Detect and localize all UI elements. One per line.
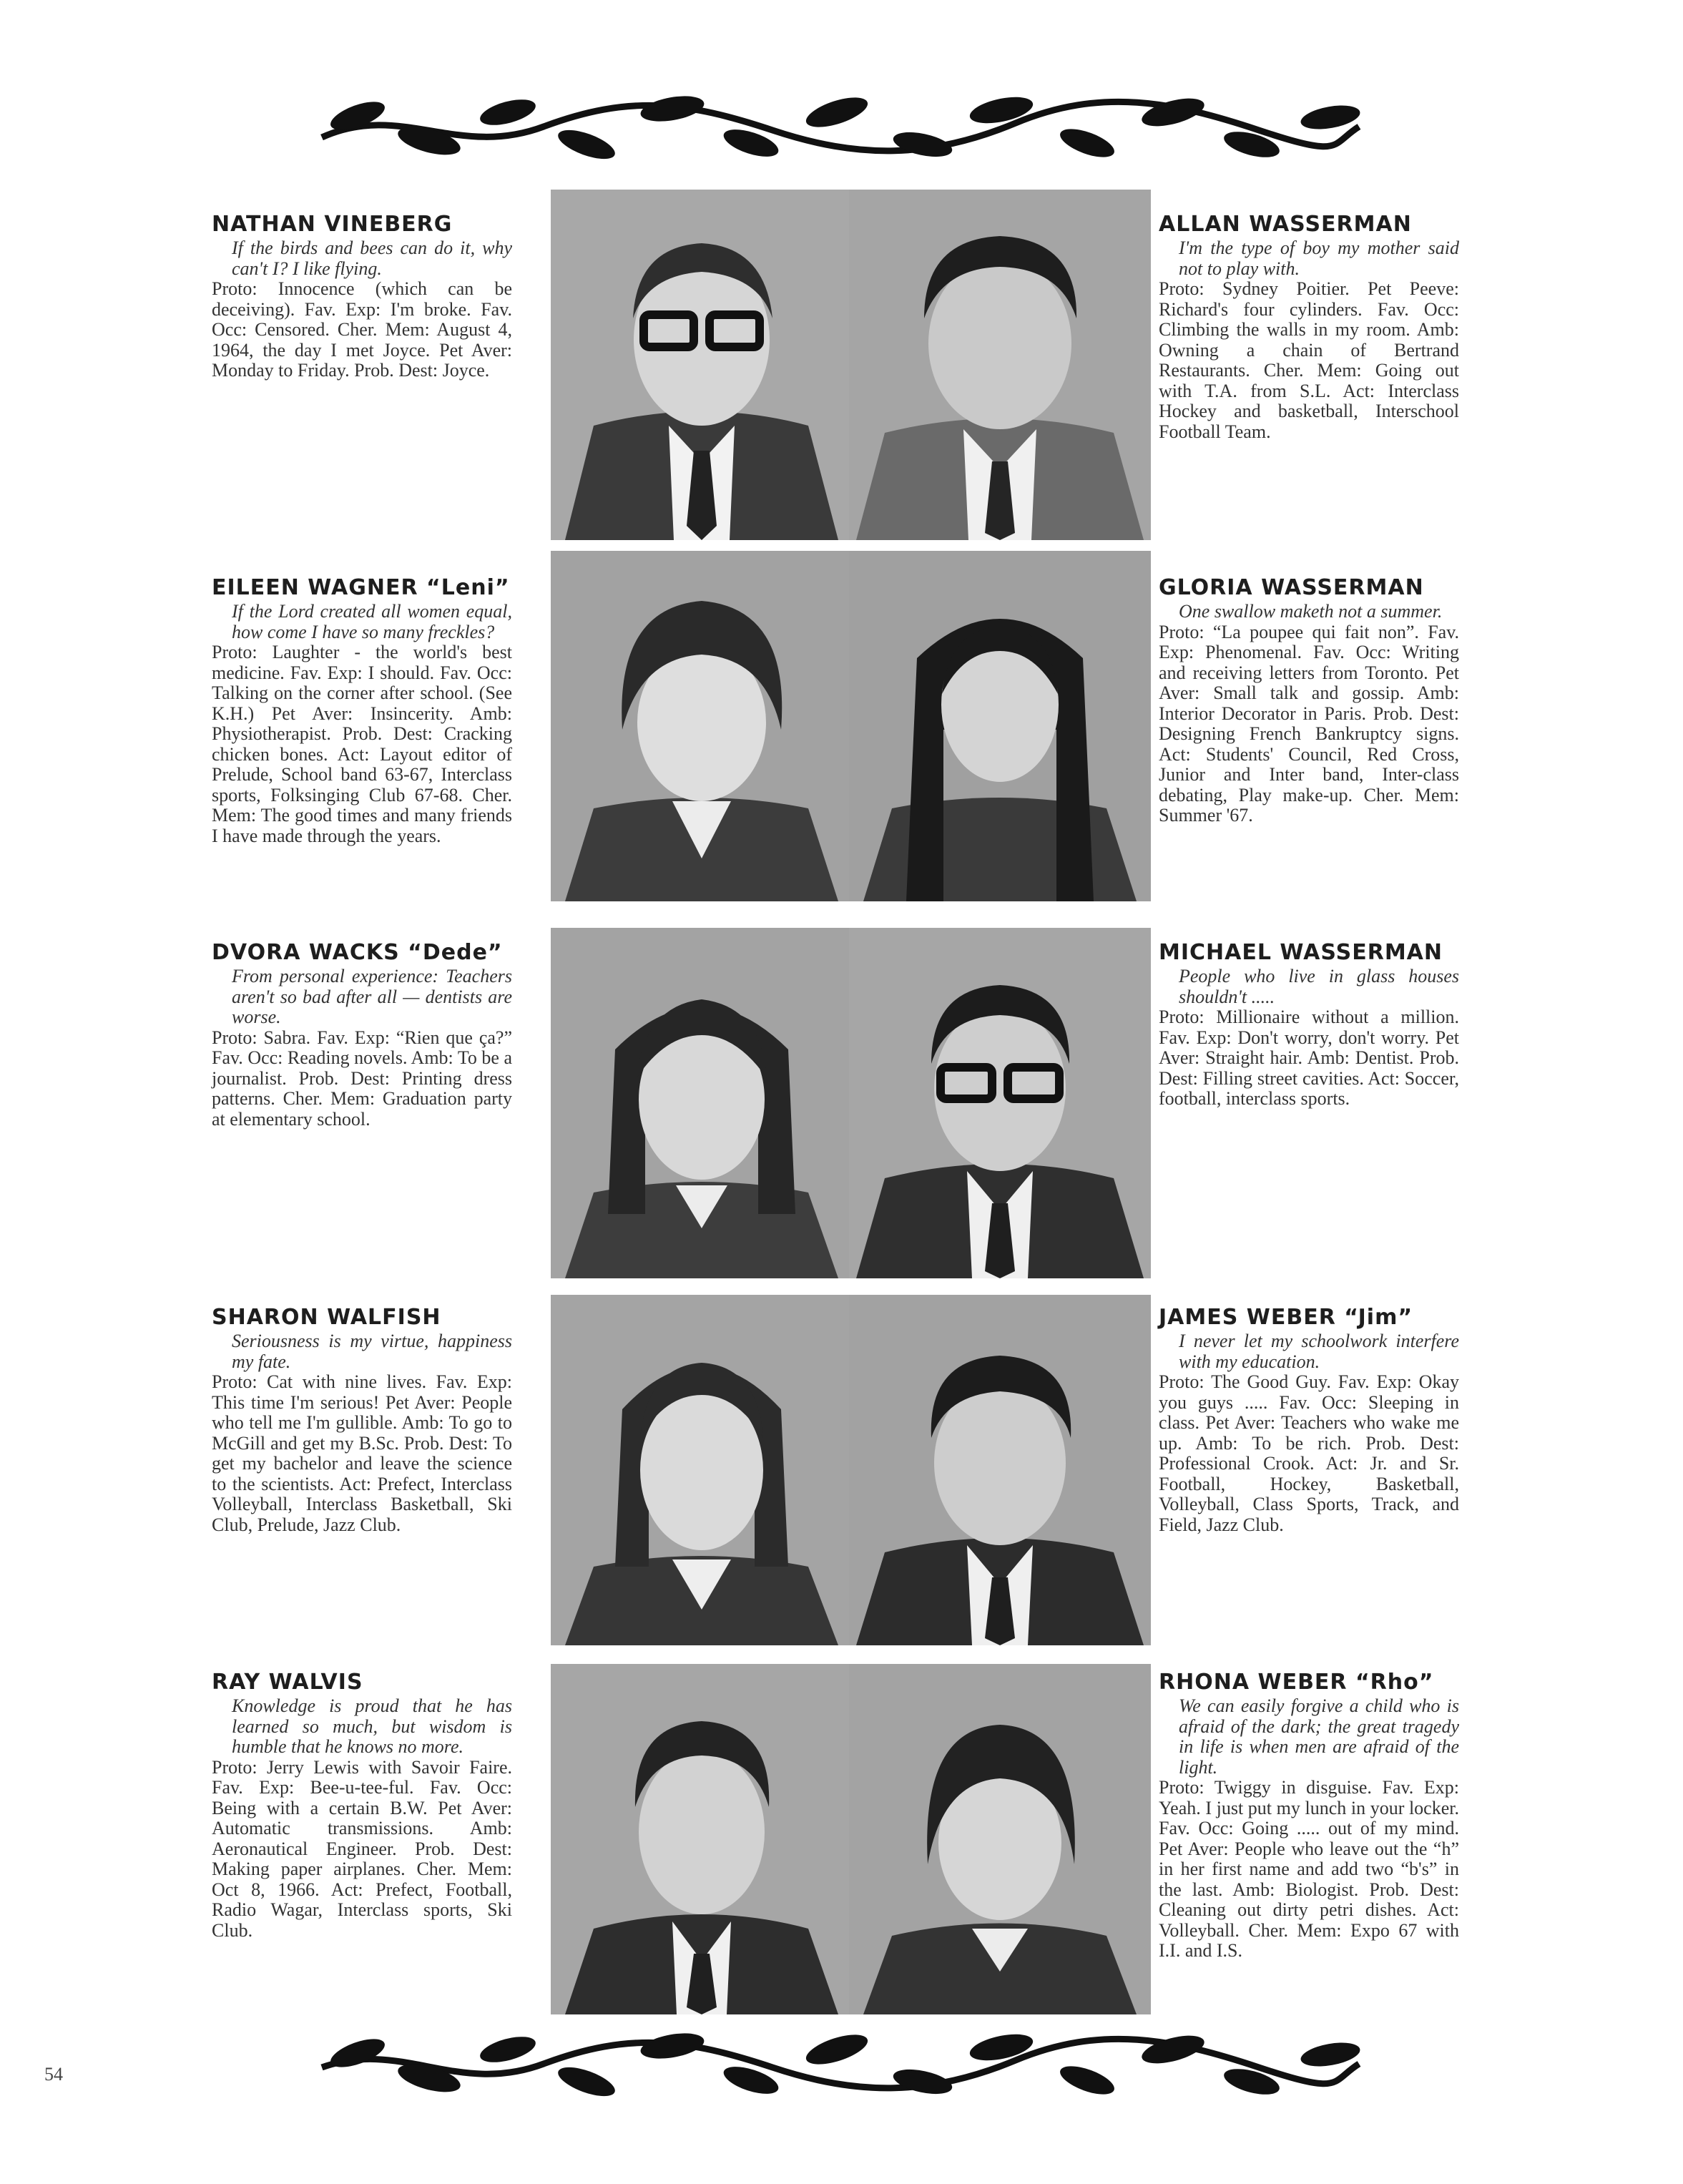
student-details: Proto: Millionaire without a million. Fav. Exp: Don't worry, don't worry. Pet Aver: Straight hair. Amb: Dentist. Prob. Dest: Filling street cavities. Act: Soccer, football, interclass sports. bbox=[1159, 1007, 1459, 1109]
portrait-photo-walvis bbox=[551, 1664, 853, 2014]
student-name: JAMES WEBER “Jim” bbox=[1159, 1305, 1413, 1330]
portrait-photo-wacks bbox=[551, 928, 853, 1278]
student-name: EILEEN WAGNER “Leni” bbox=[212, 575, 510, 600]
student-name: SHARON WALFISH bbox=[212, 1305, 441, 1330]
student-entry-michael-wasserman bbox=[1159, 940, 1459, 1110]
student-details: Proto: Laughter - the world's best medicine. Fav. Exp: I should. Fav. Occ: Talking on the corner after school. (See K.H.) Pet Aver: Insincerity. Amb: Physiotherapist. Prob. Dest: Cracking chicken bones. Act: Layout editor of Prelude, School band 63-67, Interclass sports, Folksinging Club 67-68. Cher. Mem: The good times and many friends I have made through the years. bbox=[212, 642, 512, 846]
portrait-photo-rhona-weber bbox=[849, 1664, 1151, 2014]
student-entry-gloria-wasserman bbox=[1159, 575, 1459, 826]
portrait-photo-vineberg bbox=[551, 190, 853, 540]
student-details: Proto: “La poupee qui fait non”. Fav. Exp: Phenomenal. Fav. Occ: Writing and receiving letters from Toronto. Pet Aver: Small talk and gossip. Amb: Interior Decorator in Paris. Prob. Dest: Designing French Bankruptcy signs. Act: Students' Council, Red Cross, Junior and Inter band, Inter-class debating, Play make-up. Cher. Mem: Summer '67. bbox=[1159, 621, 1459, 826]
student-name: GLORIA WASSERMAN bbox=[1159, 575, 1424, 600]
student-name: RHONA WEBER “Rho” bbox=[1159, 1670, 1434, 1695]
student-details: Proto: Jerry Lewis with Savoir Faire. Fav. Exp: Bee-u-tee-ful. Fav. Occ: Being with a certain B.W. Pet Aver: Automatic transmissions. Amb: Aeronautical Engineer. Prob. Dest: Making paper airplanes. Cher. Mem: Oct 8, 1966. Act: Prefect, Football, Radio Wagar, Interclass sports, Ski Club. bbox=[212, 1756, 512, 1941]
portrait-photo-michael-wasserman bbox=[849, 928, 1151, 1278]
student-quote: One swallow maketh not a summer. bbox=[1179, 601, 1443, 622]
student-entry-walfish bbox=[212, 1305, 512, 1535]
student-entry-rhona-weber bbox=[1159, 1670, 1459, 1962]
portrait-photo-allan-wasserman bbox=[849, 190, 1151, 540]
student-details: Proto: The Good Guy. Fav. Exp: Okay you guys ..... Fav. Occ: Sleeping in class. Pet Aver: Teachers who wake me up. Amb: To be rich. Prob. Dest: Professional Crook. Act: Jr. and Sr. Football, Hockey, Basketball, Volleyball, Class Sports, Track, and Field, Jazz Club. bbox=[1159, 1371, 1459, 1535]
student-quote: I'm the type of boy my mother said not to play with. bbox=[1179, 238, 1459, 279]
page-number: 54 bbox=[44, 2064, 63, 2085]
student-details: Proto: Cat with nine lives. Fav. Exp: This time I'm serious! Pet Aver: People who tell me I'm gullible. Amb: To go to McGill and get my B.Sc. Prob. Dest: To get my bachelor and leave the science to the scientists. Act: Prefect, Interclass Volleyball, Interclass Basketball, Ski Club, Prelude, Jazz Club. bbox=[212, 1371, 512, 1535]
student-quote: People who live in glass houses shouldn't ..... bbox=[1179, 966, 1459, 1007]
student-quote: Knowledge is proud that he has learned so much, but wisdom is humble that he knows no more. bbox=[232, 1695, 512, 1757]
student-details: Proto: Twiggy in disguise. Fav. Exp: Yeah. I just put my lunch in your locker. Fav. Occ: Going ..... out of my mind. Pet Aver: People who leave out the “h” in her first name and add two “b's” in the last. Amb: Biologist. Prob. Dest: Cleaning out dirty petri dishes. Act: Volleyball. Cher. Mem: Expo 67 with I.I. and I.S. bbox=[1159, 1777, 1459, 1961]
student-quote: Seriousness is my virtue, happiness my fate. bbox=[232, 1331, 512, 1372]
student-quote: If the birds and bees can do it, why can't I? I like flying. bbox=[232, 238, 512, 279]
vine-border-top-icon bbox=[315, 87, 1366, 166]
vine-border-bottom-icon bbox=[315, 2024, 1366, 2103]
portrait-photo-gloria-wasserman bbox=[849, 551, 1151, 901]
portrait-photo-walfish bbox=[551, 1295, 853, 1645]
student-details: Proto: Sydney Poitier. Pet Peeve: Richard's four cylinders. Fav. Occ: Climbing the walls in my room. Amb: Owning a chain of Bertrand Restaurants. Cher. Mem: Going out with T.A. from S.L. Act: Interclass Hockey and basketball, Interschool Football Team. bbox=[1159, 278, 1459, 442]
student-name: DVORA WACKS “Dede” bbox=[212, 940, 503, 965]
student-name: RAY WALVIS bbox=[212, 1670, 363, 1695]
student-details: Proto: Sabra. Fav. Exp: “Rien que ça?” Fav. Occ: Reading novels. Amb: To be a journalist. Prob. Dest: Printing dress patterns. Cher. Mem: Graduation party at elementary school. bbox=[212, 1027, 512, 1130]
student-quote: I never let my schoolwork interfere with my education. bbox=[1179, 1331, 1459, 1372]
portrait-photo-james-weber bbox=[849, 1295, 1151, 1645]
student-name: NATHAN VINEBERG bbox=[212, 212, 453, 237]
student-entry-vineberg bbox=[212, 212, 512, 381]
student-quote: If the Lord created all women equal, how come I have so many freckles? bbox=[232, 601, 512, 642]
student-quote: From personal experience: Teachers aren't so bad after all — dentists are worse. bbox=[232, 966, 512, 1027]
student-name: ALLAN WASSERMAN bbox=[1159, 212, 1412, 237]
student-entry-walvis bbox=[212, 1670, 512, 1941]
student-entry-wacks bbox=[212, 940, 512, 1130]
student-entry-james-weber bbox=[1159, 1305, 1459, 1535]
student-entry-wagner bbox=[212, 575, 512, 846]
student-details: Proto: Innocence (which can be deceiving). Fav. Exp: I'm broke. Fav. Occ: Censored. Cher. Mem: August 4, 1964, the day I met Joyce. Pet Aver: Monday to Friday. Prob. Dest: Joyce. bbox=[212, 278, 512, 381]
student-name: MICHAEL WASSERMAN bbox=[1159, 940, 1443, 965]
student-quote: We can easily forgive a child who is afraid of the dark; the great tragedy in life is when men are afraid of the light. bbox=[1179, 1695, 1459, 1778]
portrait-photo-wagner bbox=[551, 551, 853, 901]
student-entry-allan-wasserman bbox=[1159, 212, 1459, 442]
